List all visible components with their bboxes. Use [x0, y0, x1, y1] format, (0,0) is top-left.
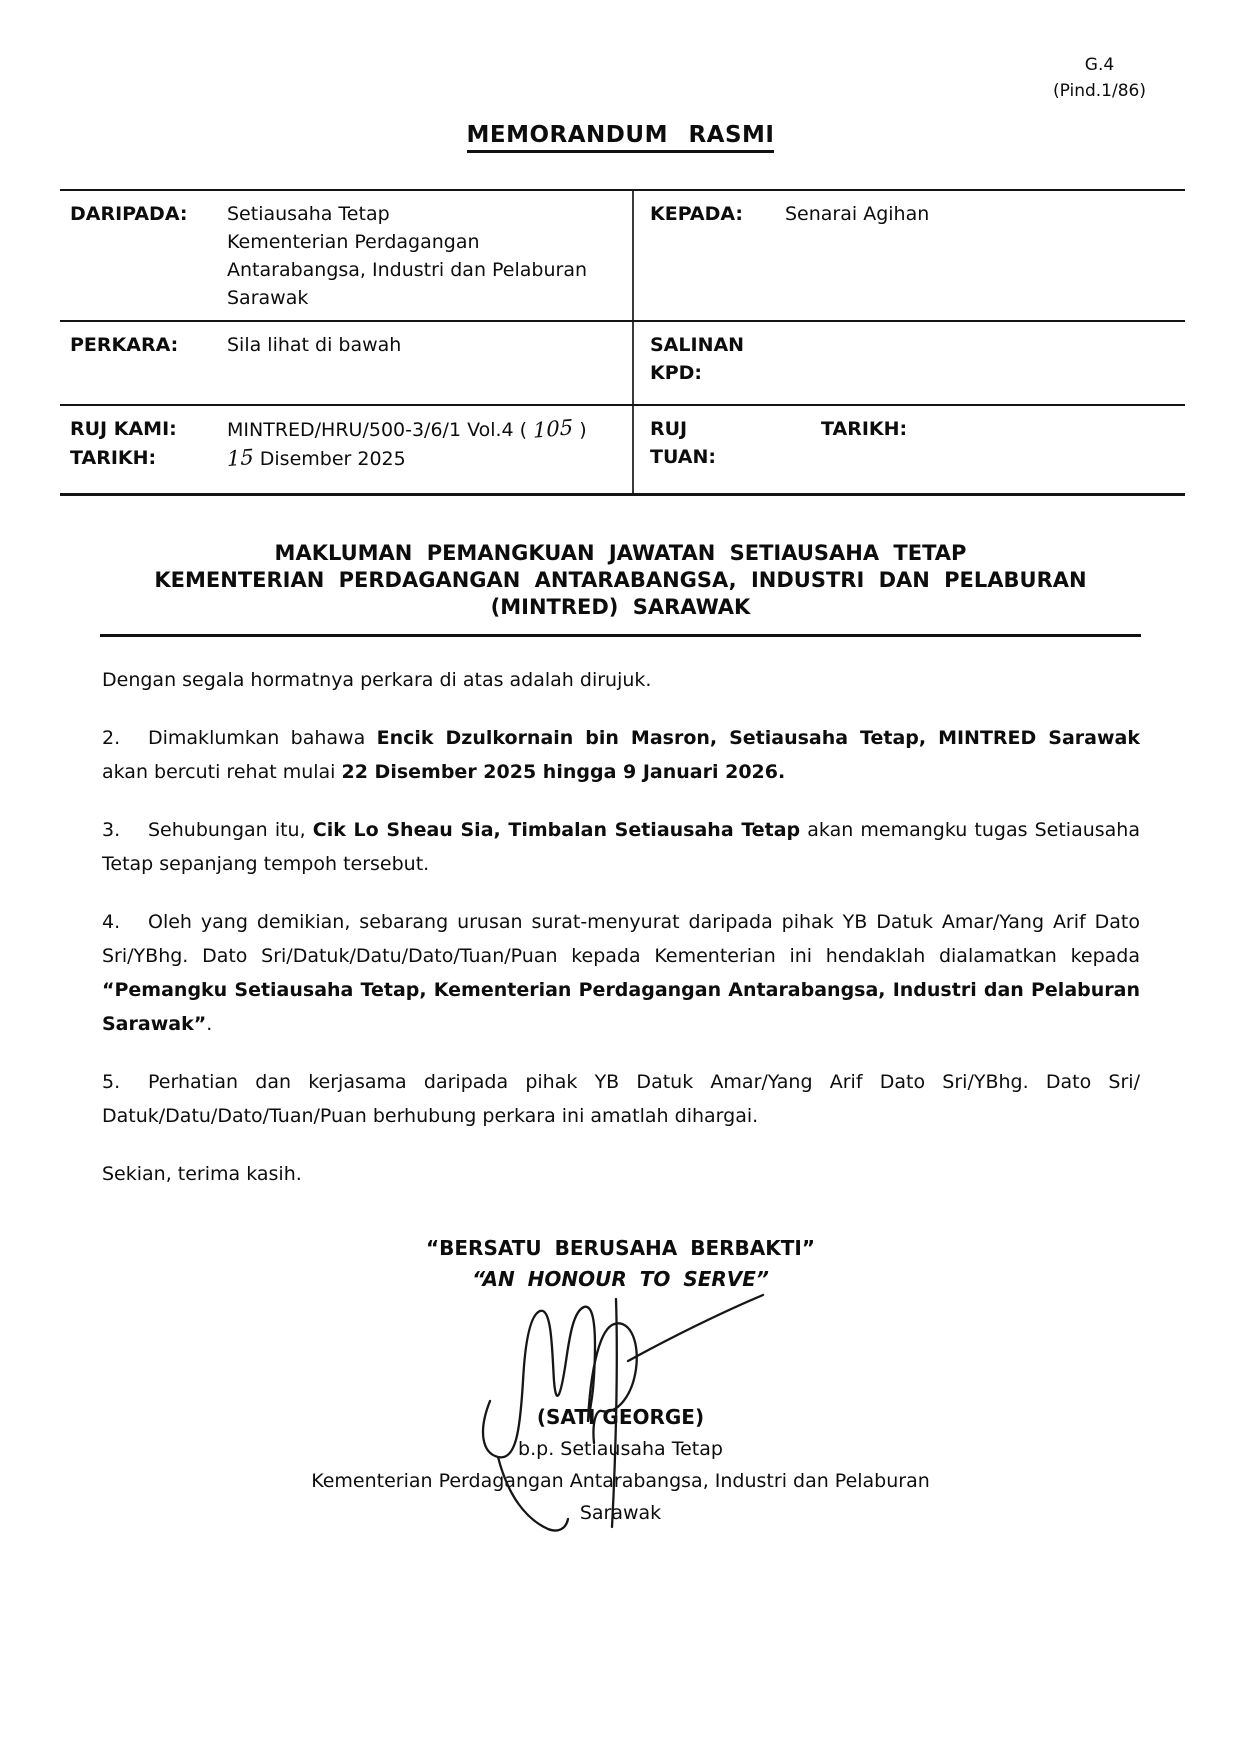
salinan-label: SALINAN [650, 334, 745, 356]
perkara-value: Sila lihat di bawah [227, 334, 402, 356]
form-revision: (Pind.1/86) [1052, 81, 1146, 101]
paragraph-5 [102, 1065, 1140, 1133]
ruj-kami-paren: ) [579, 419, 587, 441]
daripada-line: Antarabangsa, Industri dan Pelaburan [227, 259, 588, 281]
paragraph-text: Perhatian dan kerjasama daripada pihak YB Datuk Amar/Yang Arif Dato Sri/YBhg. Dato Sri/ Datuk/Datu/Dato/Tuan/Puan berhubung perkara ini amatlah dihargai. [102, 1071, 1140, 1127]
paragraph-number: 4. [102, 911, 121, 933]
table-row [60, 406, 1185, 493]
kepada-cell [634, 191, 1185, 320]
daripada-line: Setiausaha Tetap [227, 203, 390, 225]
ruj-tuan-line2: TUAN: [650, 446, 717, 468]
tarikh-label: TARIKH: [70, 447, 157, 469]
daripada-value [227, 200, 624, 312]
table-row [60, 191, 1185, 322]
ruj-tuan-cell [634, 406, 1185, 493]
paragraph-bold: Cik Lo Sheau Sia, Timbalan Setiausaha Tetap [312, 819, 801, 841]
ruj-tuan-label [650, 415, 716, 471]
paragraph-4 [102, 905, 1140, 1041]
daripada-cell [60, 191, 634, 320]
subject-line3: (MINTRED) SARAWAK [490, 595, 751, 619]
perkara-label: PERKARA: [70, 334, 179, 356]
paragraph-1: Dengan segala hormatnya perkara di atas adalah dirujuk. [102, 669, 652, 691]
slogan-block [0, 1233, 1241, 1295]
perkara-cell [60, 322, 634, 404]
paragraph-number: 2. [102, 727, 121, 749]
ruj-kami-handwritten: 105 [533, 415, 574, 443]
ruj-kami-value [227, 415, 624, 444]
form-code: G.4 [1084, 55, 1115, 75]
salinan-kpd-label: KPD: [650, 362, 703, 384]
paragraph-3 [102, 813, 1140, 881]
signatory-for: b.p. Setiausaha Tetap [518, 1438, 723, 1460]
paragraph-bold: 22 Disember 2025 hingga 9 Januari 2026. [341, 761, 786, 783]
subject-line1: MAKLUMAN PEMANGKUAN JAWATAN SETIAUSAHA TETAP [274, 541, 967, 565]
daripada-label: DARIPADA: [70, 203, 188, 225]
memo-header-table [60, 189, 1185, 496]
paragraph-text: Oleh yang demikian, sebarang urusan surat-menyurat daripada pihak YB Datuk Amar/Yang Arif Dato Sri/YBhg. Dato Sri/Datuk/Datu/Dato/Tuan/Puan kepada Kementerian ini hendaklah dialamatkan kepada [102, 911, 1140, 967]
memo-body [102, 663, 1140, 1191]
ruj-kami-printed: MINTRED/HRU/500-3/6/1 Vol.4 ( [227, 419, 528, 441]
ruj-kami-cell [60, 406, 634, 493]
paragraph-bold: Encik Dzulkornain bin Masron, Setiausaha Tetap, MINTRED Sarawak [376, 727, 1140, 749]
signatory-org-line1: Kementerian Perdagangan Antarabangsa, Industri dan Pelaburan [311, 1470, 930, 1492]
paragraph-text: Sehubungan itu, [148, 819, 313, 841]
subject-heading [100, 540, 1141, 637]
ruj-tuan-line1: RUJ [650, 418, 688, 440]
paragraph-text: akan bercuti rehat mulai [102, 761, 342, 783]
form-code-block [0, 52, 1241, 104]
daripada-line: Kementerian Perdagangan [227, 231, 480, 253]
tarikh-printed: Disember 2025 [253, 448, 406, 470]
slogan-malay: “BERSATU BERUSAHA BERBAKTI” [426, 1236, 815, 1260]
tarikh-right-label: TARIKH: [821, 418, 908, 440]
paragraph-number: 5. [102, 1071, 121, 1093]
paragraph-bold: “Pemangku Setiausaha Tetap, Kementerian Perdagangan Antarabangsa, Industri dan Pelaburan Sarawak” [102, 979, 1140, 1035]
closing-line: Sekian, terima kasih. [102, 1163, 302, 1185]
kepada-value: Senarai Agihan [785, 203, 930, 225]
signatory-name: (SATI GEORGE) [536, 1405, 705, 1429]
paragraph-text: . [206, 1013, 213, 1035]
signatory-org-line2: Sarawak [579, 1502, 662, 1524]
subject-line2: KEMENTERIAN PERDAGANGAN ANTARABANGSA, INDUSTRI DAN PELABURAN [154, 568, 1087, 592]
tarikh-value [227, 444, 624, 473]
daripada-line: Sarawak [227, 287, 309, 309]
table-row [60, 322, 1185, 406]
paragraph-2 [102, 721, 1140, 789]
kepada-label: KEPADA: [650, 203, 744, 225]
signature-block [0, 1401, 1241, 1529]
tarikh-handwritten: 15 [226, 444, 254, 472]
paragraph-text: akan memangku tugas Setiausaha Tetap sepanjang tempoh tersebut. [102, 819, 1140, 875]
paragraph-text: Dimaklumkan bahawa [148, 727, 377, 749]
paragraph-number: 3. [102, 819, 121, 841]
page-title: MEMORANDUM RASMI [467, 122, 775, 153]
salinan-cell [634, 322, 1185, 404]
ruj-kami-label: RUJ KAMI: [70, 418, 177, 440]
slogan-english: “AN HONOUR TO SERVE” [472, 1267, 769, 1291]
